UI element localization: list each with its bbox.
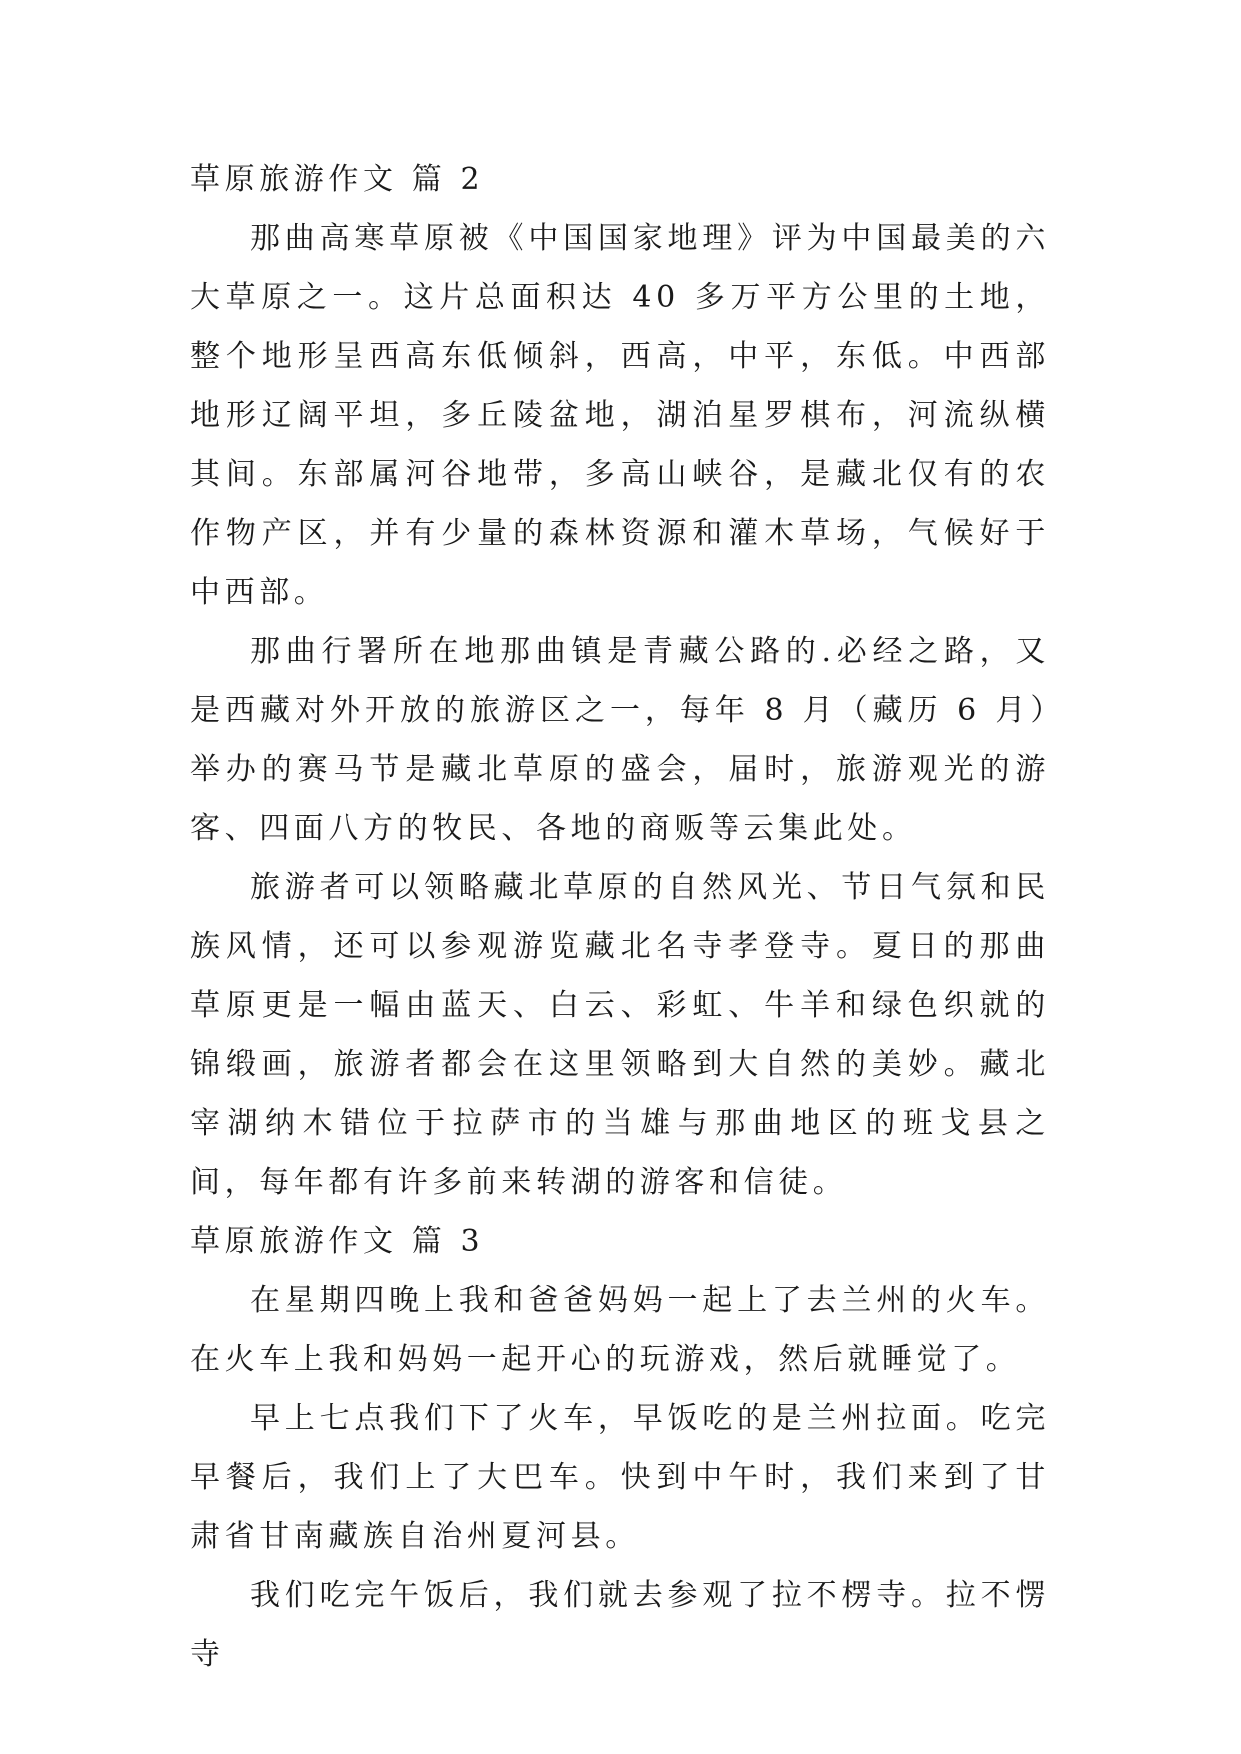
paragraph: 我们吃完午饭后，我们就去参观了拉不楞寺。拉不愣寺 <box>190 1578 1050 1672</box>
paragraph: 在星期四晚上我和爸爸妈妈一起上了去兰州的火车。在火车上我和妈妈一起开心的玩游戏，然后就睡觉了。 <box>190 1283 1050 1377</box>
paragraph: 旅游者可以领略藏北草原的自然风光、节日气氛和民族风情，还可以参观游览藏北名寺孝登寺。夏日的那曲草原更是一幅由蓝天、白云、彩虹、牛羊和绿色织就的锦缎画，旅游者都会在这里领略到大自然的美妙。藏北宰湖纳木错位于拉萨市的当雄与那曲地区的班戈县之间，每年都有许多前来转湖的游客和信徒。 <box>190 870 1050 1200</box>
section-heading: 草原旅游作文 篇 2 <box>190 162 485 197</box>
document-page <box>190 150 1050 1684</box>
section-heading: 草原旅游作文 篇 3 <box>190 1224 485 1259</box>
paragraph: 那曲高寒草原被《中国国家地理》评为中国最美的六大草原之一。这片总面积达 40 多万平方公里的土地，整个地形呈西高东低倾斜，西高，中平，东低。中西部地形辽阔平坦，多丘陵盆地，湖泊星罗棋布，河流纵横其间。东部属河谷地带，多高山峡谷，是藏北仅有的农作物产区，并有少量的森林资源和灌木草场，气候好于中西部。 <box>190 221 1050 610</box>
paragraph: 那曲行署所在地那曲镇是青藏公路的.必经之路，又是西藏对外开放的旅游区之一，每年 8 月（藏历 6 月）举办的赛马节是藏北草原的盛会，届时，旅游观光的游客、四面八方的牧民、各地的商贩等云集此处。 <box>190 634 1050 846</box>
paragraph: 早上七点我们下了火车，早饭吃的是兰州拉面。吃完早餐后，我们上了大巴车。快到中午时，我们来到了甘肃省甘南藏族自治州夏河县。 <box>190 1401 1050 1554</box>
essay-section-3 <box>190 1212 1050 1684</box>
essay-section-2 <box>190 150 1050 1212</box>
